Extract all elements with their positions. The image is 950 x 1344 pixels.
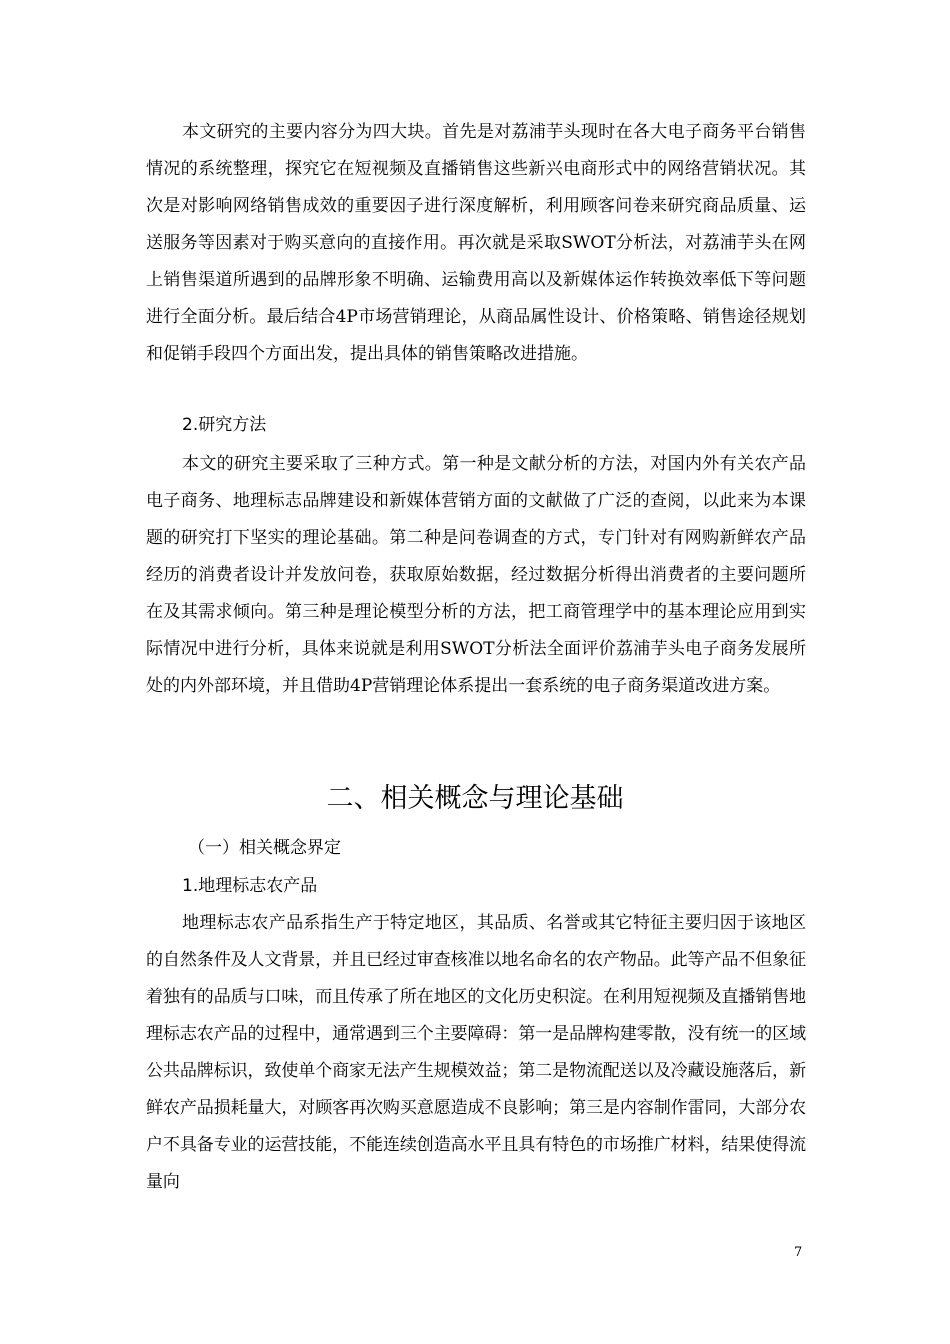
paragraph-geo-indication: 地理标志农产品系指生产于特定地区，其品质、名誉或其它特征主要归因于该地区的自然条件及人文背景，并且已经过审查核准以地名命名的农产物品。此等产品不但象征着独有的品质与口味，而且传承了所在地区的文化历史积淀。在利用短视频及直播销售地理标志农产品的过程中，通常遇到三个主要障碍：第一是品牌构建零散，没有统一的区域公共品牌标识，致使单个商家无法产生规模效益；第二是物流配送以及冷藏设施落后，新鲜农产品损耗量大，对顾客再次购买意愿造成不良影响；第三是内容制作雷同，大部分农户不具备专业的运营技能，不能连续创造高水平且具有特色的市场推广材料，结果使得流量向 [146, 913, 806, 1192]
paragraph-research-content: 本文研究的主要内容分为四大块。首先是对荔浦芋头现时在各大电子商务平台销售情况的系统整理，探究它在短视频及直播销售这些新兴电商形式中的网络营销状况。其次是对影响网络销售成效的重要因子进行深度解析，利用顾客问卷来研究商品质量、运送服务等因素对于购买意向的直接作用。再次就是采取SWOT分析法，对荔浦芋头在网上销售渠道所遇到的品牌形象不明确、运输费用高以及新媒体运作转换效率低下等问题进行全面分析。最后结合4P市场营销理论，从商品属性设计、价格策略、销售途径规划和促销手段四个方面出发，提出具体的销售策略改进措施。 [146, 122, 806, 364]
section-title: （一）相关概念界定 [188, 838, 341, 858]
heading-research-method: 2.研究方法 [182, 415, 267, 435]
paragraph-research-method: 本文的研究主要采取了三种方式。第一种是文献分析的方法，对国内外有关农产品电子商务、地理标志品牌建设和新媒体营销方面的文献做了广泛的查阅，以此来为本课题的研究打下坚实的理论基础。第二种是问卷调查的方式，专门针对有网购新鲜农产品经历的消费者设计并发放问卷，获取原始数据，经过数据分析得出消费者的主要问题所在及其需求倾向。第三种是理论模型分析的方法，把工商管理学中的基本理论应用到实际情况中进行分析，具体来说就是利用SWOT分析法全面评价荔浦芋头电子商务发展所处的内外部环境，并且借助4P营销理论体系提出一套系统的电子商务渠道改进方案。 [146, 454, 806, 696]
heading-concept: 1.地理标志农产品 [182, 876, 318, 896]
chapter-title: 二、相关概念与理论基础 [326, 783, 624, 814]
page-number: 7 [794, 1245, 803, 1260]
